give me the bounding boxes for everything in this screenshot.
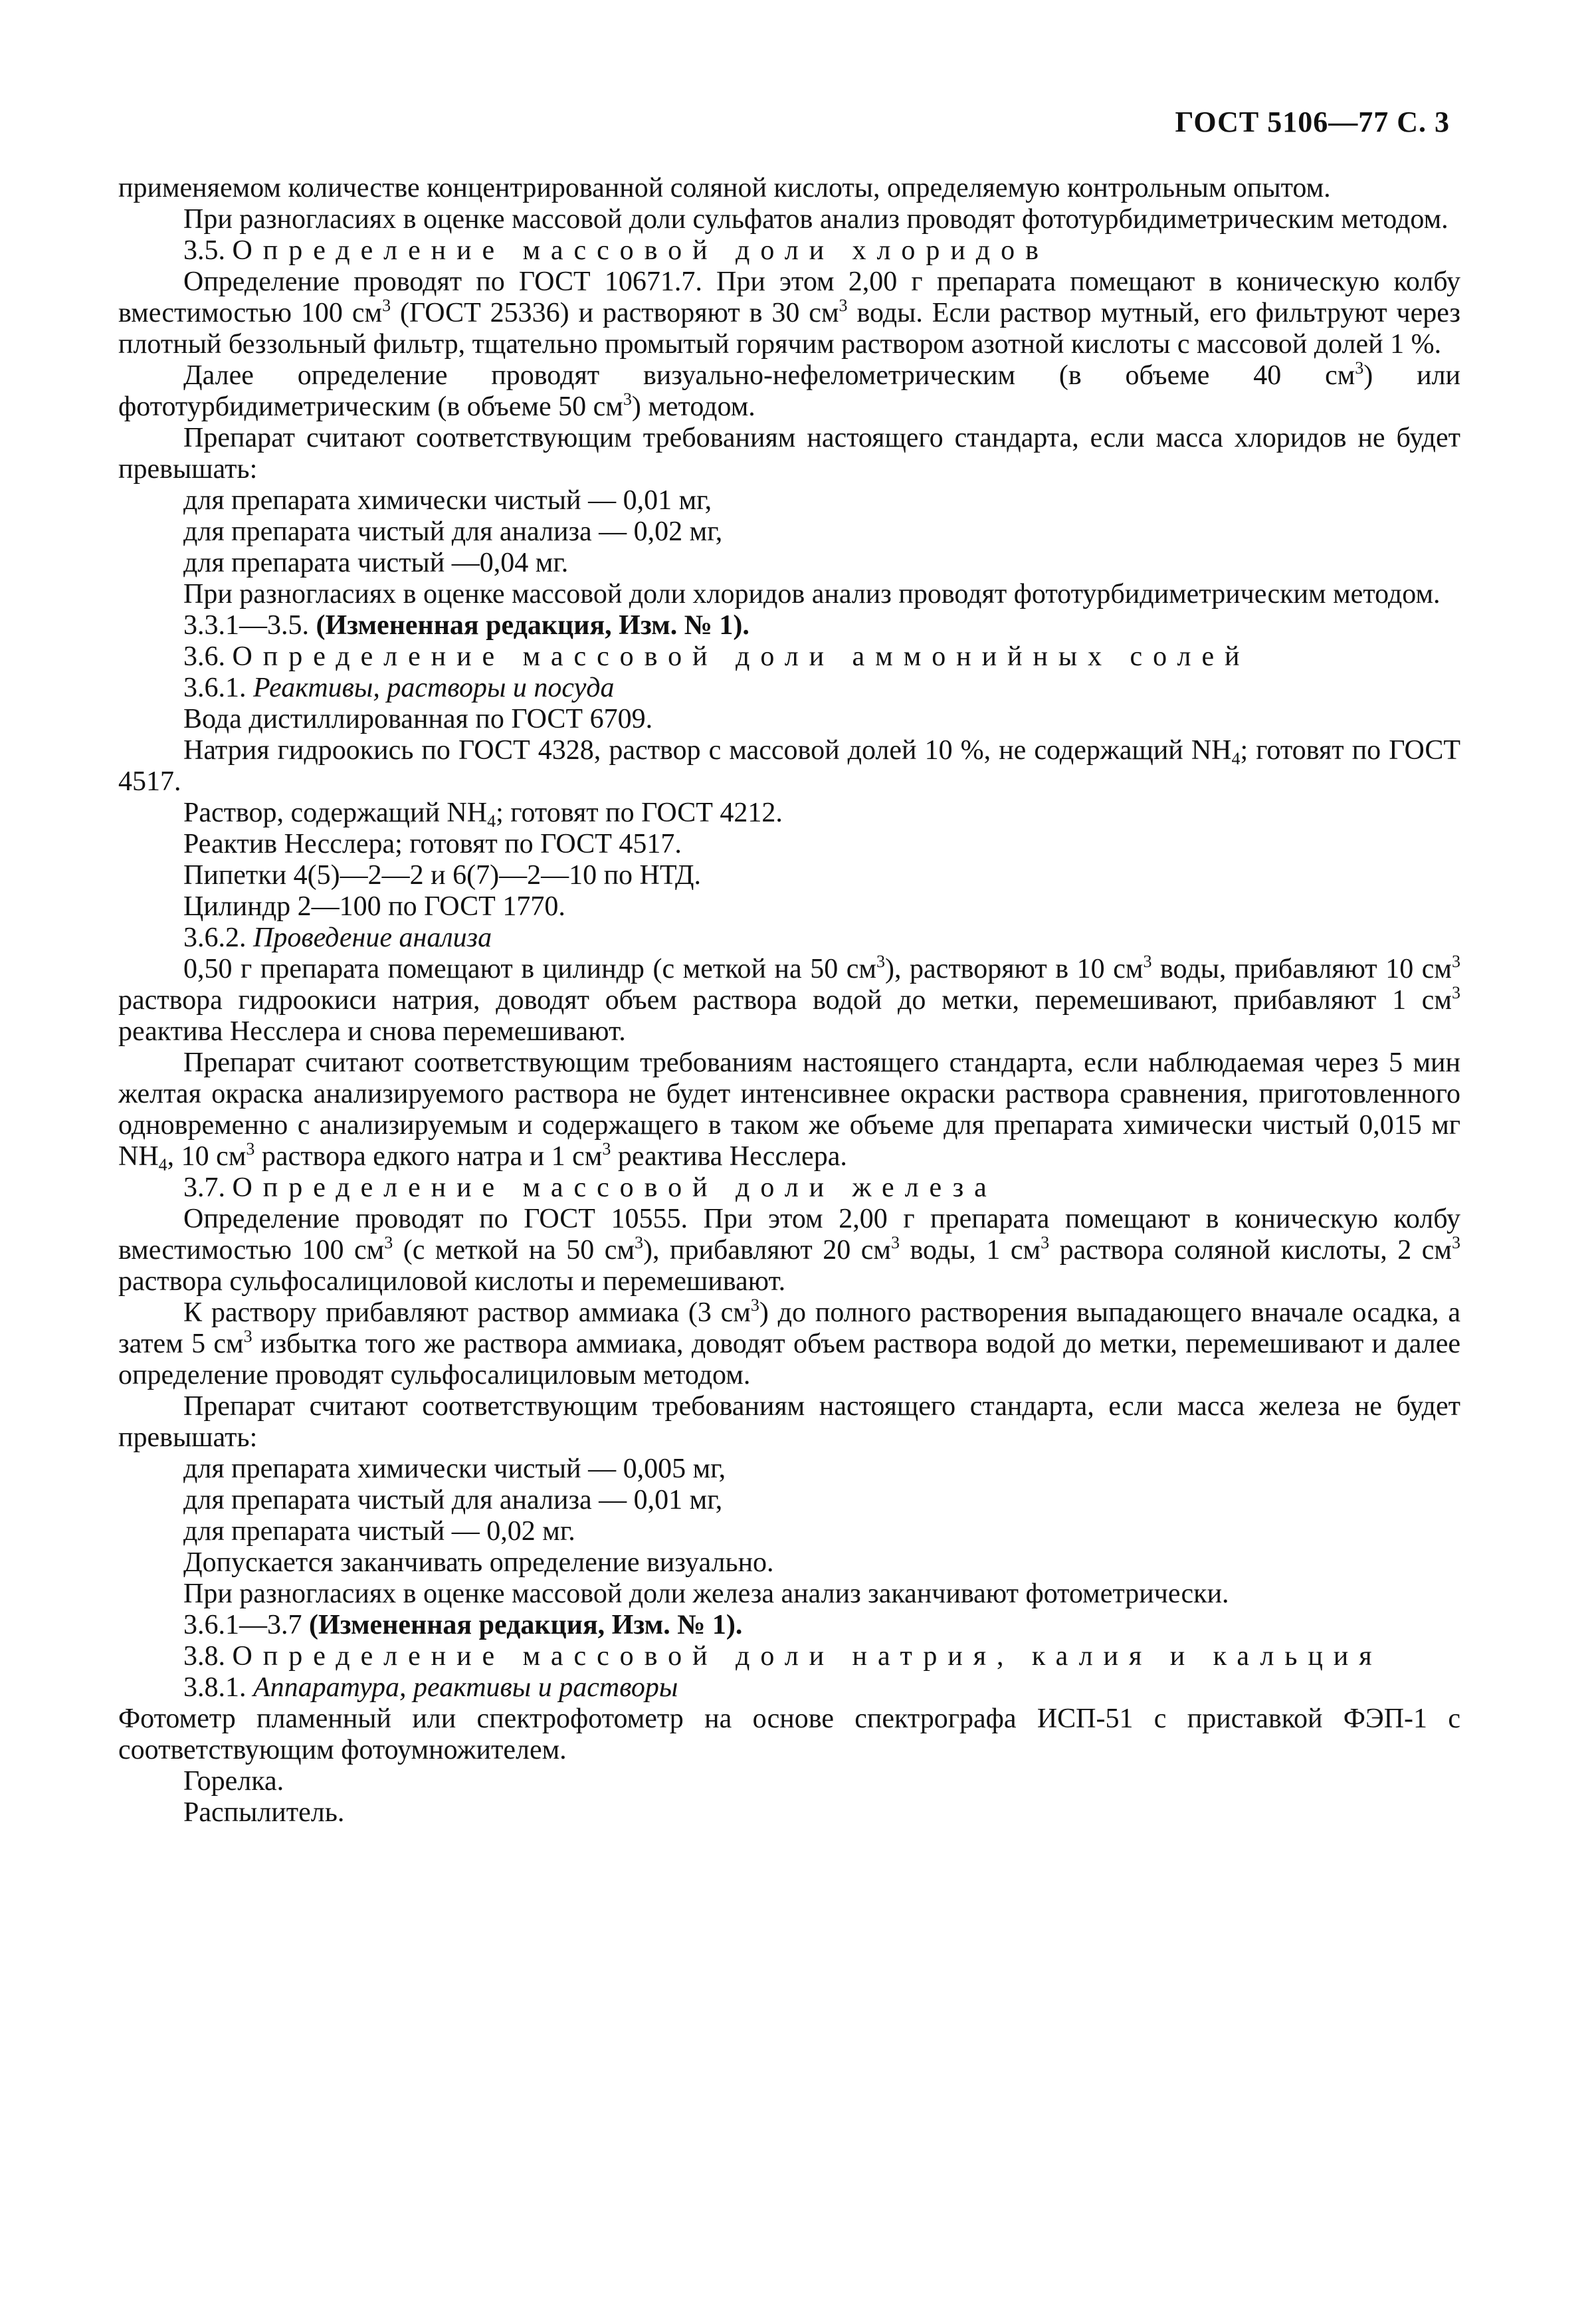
paragraph xyxy=(118,1204,1460,1297)
subsection-number: 3.6.1. xyxy=(183,673,247,703)
text-run: раствора сульфосалициловой кислоты и перемешивают. xyxy=(118,1266,786,1297)
text-run: Определение проводят по ГОСТ 10671.7. При этом 2,00 г препарата помещают в коническую колбу вместимостью 100 см xyxy=(118,267,1460,328)
text-run: воды. Если раствор мутный, его фильтруют через плотный беззольный фильтр, тщательно промытый горячим раствором азотной кислоты с массовой долей 1 %. xyxy=(118,298,1460,360)
section-number: 3.7. xyxy=(183,1172,225,1203)
subscript: 4 xyxy=(158,1155,167,1174)
subsection-number: 3.8.1. xyxy=(183,1672,247,1703)
text-run: ), прибавляют 20 см xyxy=(643,1235,891,1265)
text-run: ) или фототурбидиметрическим (в объеме 50 см xyxy=(118,360,1461,422)
text-run: раствора гидроокиси натрия, доводят объем раствора водой до метки, перемешивают, прибавляют 1 см xyxy=(118,985,1452,1016)
reagent-item: Пипетки 4(5)—2—2 и 6(7)—2—10 по НТД. xyxy=(183,860,702,891)
subsection-title: Реактивы, растворы и посуда xyxy=(253,673,615,703)
text-run: ; готовят по ГОСТ 4517. xyxy=(118,735,1460,797)
section-heading-3-5 xyxy=(118,235,1460,267)
paragraph xyxy=(118,267,1460,360)
section-heading-3-7 xyxy=(118,1172,1460,1204)
superscript: 3 xyxy=(1452,983,1460,1002)
paragraph xyxy=(118,360,1460,423)
revision-text: (Измененная редакция, Изм. № 1). xyxy=(316,610,749,641)
paragraph xyxy=(118,954,1460,1047)
text-run: воды, 1 см xyxy=(899,1235,1041,1265)
text-run: ), растворяют в 10 см xyxy=(885,954,1144,984)
text-run: Препарат считают соответствующим требованиям настоящего стандарта, если наблюдаемая через 5 мин желтая окраска анализируемого раствора не будет интенсивнее окраски раствора сравнения, приготовленного одновременно с анализируемым и содержащего в таком же объеме для препарата химически чистый 0,015 мг NH xyxy=(118,1047,1460,1172)
section-heading-3-8 xyxy=(118,1641,1460,1672)
limit-item: для препарата чистый для анализа — 0,02 мг, xyxy=(183,516,723,547)
limit-item: для препарата химически чистый — 0,01 мг, xyxy=(183,485,712,516)
subsection-title: Аппаратура, реактивы и растворы xyxy=(253,1672,678,1703)
text-run: раствора соляной кислоты, 2 см xyxy=(1049,1235,1452,1265)
superscript: 3 xyxy=(1143,952,1152,971)
text-run: 0,50 г препарата помещают в цилиндр (с меткой на 50 см xyxy=(183,954,876,984)
section-title: Определение массовой доли хлоридов xyxy=(232,235,1049,266)
reagent-item xyxy=(118,798,1460,829)
page-header: ГОСТ 5106—77 С. 3 xyxy=(1175,106,1450,138)
superscript: 3 xyxy=(1452,952,1460,971)
superscript: 3 xyxy=(635,1233,644,1252)
subsection-heading xyxy=(118,1672,1460,1703)
text-run: К раствору прибавляют раствор аммиака (3 см xyxy=(183,1297,751,1328)
text-run: (с меткой на 50 см xyxy=(393,1235,635,1265)
reagent-item: Цилиндр 2—100 по ГОСТ 1770. xyxy=(183,891,565,922)
revision-number: 3.6.1—3.7 xyxy=(183,1610,302,1640)
limit-item: для препарата чистый —0,04 мг. xyxy=(183,548,569,578)
text-run: Определение проводят по ГОСТ 10555. При этом 2,00 г препарата помещают в коническую колбу вместимостью 100 см xyxy=(118,1204,1460,1265)
paragraph xyxy=(118,1297,1460,1391)
paragraph: Допускается заканчивать определение визуально. xyxy=(183,1547,774,1578)
section-title: Определение массовой доли железа xyxy=(232,1172,997,1203)
text-run: избытка того же раствора аммиака, доводят объем раствора водой до метки, перемешивают и далее определение проводят сульфосалициловым методом. xyxy=(118,1329,1460,1390)
paragraph: Препарат считают соответствующим требованиям настоящего стандарта, если масса хлоридов не будет превышать: xyxy=(118,423,1460,485)
paragraph: При разногласиях в оценке массовой доли хлоридов анализ проводят фототурбидиметрическим методом. xyxy=(183,579,1441,609)
superscript: 3 xyxy=(876,952,885,971)
limit-item: для препарата чистый — 0,02 мг. xyxy=(183,1516,575,1547)
subsection-heading xyxy=(118,923,1460,954)
revision-number: 3.3.1—3.5. xyxy=(183,610,309,641)
superscript: 3 xyxy=(623,389,632,409)
superscript: 3 xyxy=(1452,1233,1460,1252)
section-title: Определение массовой доли аммонийных солей xyxy=(232,641,1250,672)
text-run: раствора едкого натра и 1 см xyxy=(254,1141,603,1172)
paragraph: Горелка. xyxy=(183,1766,284,1797)
superscript: 3 xyxy=(246,1139,255,1158)
superscript: 3 xyxy=(750,1295,759,1315)
text-run: ) методом. xyxy=(631,391,755,422)
section-heading-3-6 xyxy=(118,641,1460,673)
paragraph: При разногласиях в оценке массовой доли сульфатов анализ проводят фототурбидиметрическим методом. xyxy=(183,204,1448,235)
superscript: 3 xyxy=(384,1233,393,1252)
section-number: 3.8. xyxy=(183,1641,225,1672)
superscript: 3 xyxy=(839,296,848,315)
superscript: 3 xyxy=(890,1233,900,1252)
text-run: ) до полного растворения выпадающего вначале осадка, а затем 5 см xyxy=(118,1297,1460,1359)
revision-note xyxy=(118,610,1460,641)
paragraph: При разногласиях в оценке массовой доли железа анализ заканчивают фотометрически. xyxy=(183,1579,1229,1609)
text-run: реактива Несслера. xyxy=(611,1141,847,1172)
paragraph: Распылитель. xyxy=(183,1797,345,1828)
paragraph: Препарат считают соответствующим требованиям настоящего стандарта, если масса железа не будет превышать: xyxy=(118,1391,1460,1453)
paragraph: применяемом количестве концентрированной соляной кислоты, определяемую контрольным опытом. xyxy=(118,173,1331,203)
section-title: Определение массовой доли натрия, калия и кальция xyxy=(232,1641,1383,1672)
reagent-item xyxy=(118,735,1460,798)
subsection-number: 3.6.2. xyxy=(183,923,247,953)
subscript: 4 xyxy=(1231,749,1241,768)
revision-note xyxy=(118,1610,1460,1641)
document-body xyxy=(118,173,1460,1828)
superscript: 3 xyxy=(602,1139,611,1158)
superscript: 3 xyxy=(1041,1233,1050,1252)
subsection-title: Проведение анализа xyxy=(253,923,492,953)
paragraph: Фотометр пламенный или спектрофотометр на основе спектрографа ИСП-51 с приставкой ФЭП-1 с соответствующим фотоумножителем. xyxy=(118,1703,1460,1765)
paragraph xyxy=(118,1047,1460,1172)
reagent-item: Вода дистиллированная по ГОСТ 6709. xyxy=(183,704,653,734)
text-run: Раствор, содержащий NH xyxy=(183,798,488,828)
text-run: Натрия гидроокись по ГОСТ 4328, раствор с массовой долей 10 %, не содержащий NH xyxy=(183,735,1232,766)
text-run: реактива Несслера и снова перемешивают. xyxy=(118,1016,626,1047)
text-run: ; готовят по ГОСТ 4212. xyxy=(496,798,783,828)
text-run: (ГОСТ 25336) и растворяют в 30 см xyxy=(391,298,839,328)
superscript: 3 xyxy=(243,1327,252,1346)
reagent-item: Реактив Несслера; готовят по ГОСТ 4517. xyxy=(183,829,682,859)
subscript: 4 xyxy=(487,812,496,831)
limit-item: для препарата чистый для анализа — 0,01 мг, xyxy=(183,1485,723,1515)
superscript: 3 xyxy=(382,296,391,315)
subsection-heading xyxy=(118,673,1460,704)
revision-text: (Измененная редакция, Изм. № 1). xyxy=(309,1610,743,1640)
section-number: 3.5. xyxy=(183,235,225,266)
superscript: 3 xyxy=(1355,358,1364,378)
section-number: 3.6. xyxy=(183,641,225,672)
text-run: Далее определение проводят визуально-нефелометрическим (в объеме 40 см xyxy=(183,360,1355,391)
text-run: , 10 см xyxy=(167,1141,247,1172)
limit-item: для препарата химически чистый — 0,005 мг, xyxy=(183,1454,726,1484)
text-run: воды, прибавляют 10 см xyxy=(1151,954,1452,984)
